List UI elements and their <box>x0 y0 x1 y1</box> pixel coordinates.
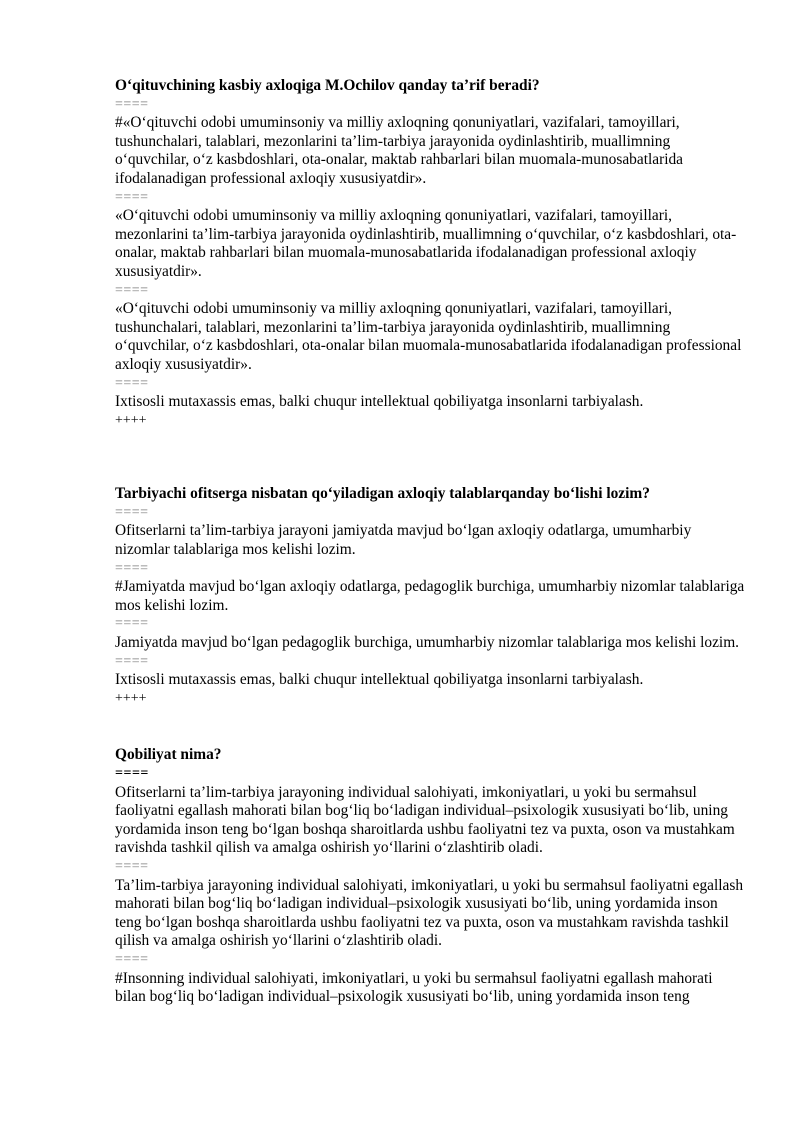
question-terminator: ++++ <box>115 412 147 428</box>
option-separator: ==== <box>115 96 149 112</box>
question-title: Qobiliyat nima? <box>115 746 222 764</box>
question-title: O‘qituvchining kasbiy axloqiga M.Ochilov qanday ta’rif beradi? <box>115 77 540 94</box>
option-separator: ==== <box>115 766 149 781</box>
option-separator: ==== <box>115 858 149 874</box>
answer-option: #Insonning individual salohiyati, imkoniyatlari, u yoki bu sermahsul faoliyatni egallash mahorati bilan bog‘liq bo‘ladigan individual–psixologik xususiyati bo‘lib, uning yordamida inson teng <box>115 969 713 1006</box>
question-block-2 <box>115 485 745 708</box>
option-separator: ==== <box>115 616 149 632</box>
answer-option: Ta’lim-tarbiya jarayoning individual salohiyati, imkoniyatlari, u yoki bu sermahsul faoliyatni egallash mahorati bilan bog‘liq bo‘ladigan individual–psixologik xususiyati bo‘lib, uning yordamida inson teng bo‘lgan boshqa sharoitlarda ushbu faoliyatni tez va puxta, oson va mustahkam ravishda tashkil qilish va amalga oshirish yo‘llarini o‘zlashtirib oladi. <box>115 876 744 950</box>
option-separator: ==== <box>115 504 149 520</box>
answer-option: #«O‘qituvchi odobi umuminsoniy va milliy axloqning qonuniyatlari, vazifalari, tamoyillari, tushunchalari, talablari, mezonlarini ta’lim-tarbiya jarayonida oydinlashtirib, muallimning o‘quvchilar, o‘z kasbdoshlari, ota-onalar, maktab rahbarlari bilan muomala-munosabatlarida ifodalanadigan professional axloqiy xususiyatdir». <box>115 114 684 187</box>
answer-option: #Jamiyatda mavjud bo‘lgan axloqiy odatlarga, pedagoglik burchiga, umumharbiy nizomlar talablariga mos kelishi lozim. <box>115 578 745 614</box>
option-separator: ==== <box>115 189 149 205</box>
question-terminator: ++++ <box>115 690 147 706</box>
option-separator: ==== <box>115 375 149 391</box>
answer-option: Ofitserlarni ta’lim-tarbiya jarayoning individual salohiyati, imkoniyatlari, u yoki bu sermahsul faoliyatni egallash mahorati bilan bog‘liq bo‘ladigan individual–psixologik xususiyati bo‘lib, uning yordamida inson teng bo‘lgan boshqa sharoitlarda ushbu faoliyatni tez va puxta, oson va mustahkam ravishda tashkil qilish va amalga oshirish yo‘llarini o‘zlashtirib oladi. <box>115 783 735 857</box>
question-block-3 <box>115 746 745 1006</box>
answer-option: Jamiyatda mavjud bo‘lgan pedagoglik burchiga, umumharbiy nizomlar talablariga mos kelishi lozim. <box>115 634 740 652</box>
option-separator: ==== <box>115 282 149 298</box>
answer-option: Ixtisosli mutaxassis emas, balki chuqur intellektual qobiliyatga insonlarni tarbiyalash. <box>115 393 644 411</box>
answer-option: «O‘qituvchi odobi umuminsoniy va milliy axloqning qonuniyatlari, vazifalari, tamoyillari, mezonlarini ta’lim-tarbiya jarayonida oydinlashtirib, muallimning o‘quvchilar, o‘z kasbdoshlari, ota-onalar, maktab rahbarlari bilan muomala-munosabatlarida ifodalanadigan professional axloqiy xususiyatdir». <box>115 207 737 280</box>
document-page <box>115 77 745 1007</box>
answer-option: Ixtisosli mutaxassis emas, balki chuqur intellektual qobiliyatga insonlarni tarbiyalash. <box>115 671 644 689</box>
question-block-1 <box>115 77 745 430</box>
answer-option: «O‘qituvchi odobi umuminsoniy va milliy axloqning qonuniyatlari, vazifalari, tamoyillari, tushunchalari, talablari, mezonlarini ta’lim-tarbiya jarayonida oydinlashtirib, muallimning o‘quvchilar, o‘z kasbdoshlari, ota-onalar bilan muomala-munosabatlarida ifodalanadigan professional axloqiy xususiyatdir». <box>115 300 742 373</box>
spacer <box>115 430 745 485</box>
answer-option: Ofitserlarni ta’lim-tarbiya jarayoni jamiyatda mavjud bo‘lgan axloqiy odatlarga, umumharbiy nizomlar talablariga mos kelishi lozim. <box>115 522 692 559</box>
option-separator: ==== <box>115 560 149 576</box>
question-title: Tarbiyachi ofitserga nisbatan qo‘yiladigan axloqiy talablarqanday bo‘lishi lozim? <box>115 485 650 503</box>
option-separator: ==== <box>115 653 149 669</box>
option-separator: ==== <box>115 951 149 967</box>
spacer <box>115 708 745 746</box>
